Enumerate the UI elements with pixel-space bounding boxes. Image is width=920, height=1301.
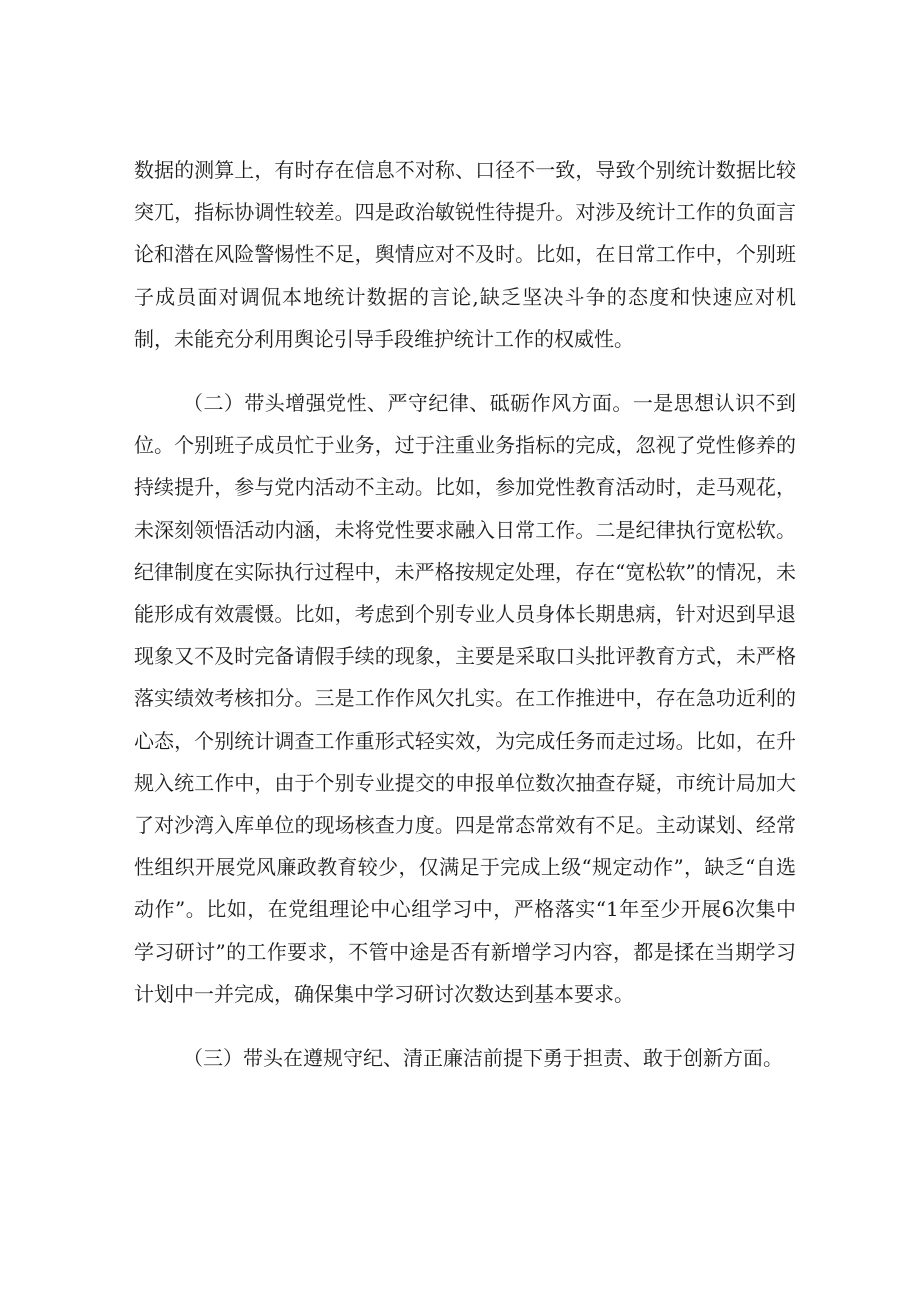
document-body <box>134 149 796 1079</box>
paragraph-section-three: （三）带头在遵规守纪、清正廉洁前提下勇于担责、敢于创新方面。 <box>183 1046 783 1071</box>
paragraph-continuation: 数据的测算上，有时存在信息不对称、口径不一致，导致个别统计数据比较突兀，指标协调性较差。四是政治敏锐性待提升。对涉及统计工作的负面言论和潜在风险警惕性不足，舆情应对不及时。比如，在日常工作中，个别班子成员面对调侃本地统计数据的言论,缺乏坚决斗争的态度和快速应对机制，未能充分利用舆论引导手段维护统计工作的权威性。 <box>134 158 796 351</box>
paragraph-section-two: （二）带头增强党性、严守纪律、砥砺作风方面。一是思想认识不到位。个别班子成员忙于业务，过于注重业务指标的完成，忽视了党性修养的持续提升，参与党内活动不主动。比如，参加党性教育活动时，走马观花，未深刻领悟活动内涵，未将党性要求融入日常工作。二是纪律执行宽松软。纪律制度在实际执行过程中，未严格按规定处理，存在“宽松软”的情况，未能形成有效震慑。比如，考虑到个别专业人员身体长期患病，针对迟到早退现象又不及时完备请假手续的现象，主要是采取口头批评教育方式，未严格落实绩效考核扣分。三是工作作风欠扎实。在工作推进中，存在急功近利的心态，个别统计调查工作重形式轻实效，为完成任务而走过场。比如，在升规入统工作中，由于个别专业提交的申报单位数次抽查存疑，市统计局加大了对沙湾入库单位的现场核查力度。四是常态常效有不足。主动谋划、经常性组织开展党风廉政教育较少，仅满足于完成上级“规定动作”，缺乏“自选动作”。比如，在党组理论中心组学习中，严格落实“1年至少开展6次集中学习研讨”的工作要求，不管中途是否有新增学习内容，都是揉在当期学习计划中一并完成，确保集中学习研讨次数达到基本要求。 <box>134 391 796 1006</box>
